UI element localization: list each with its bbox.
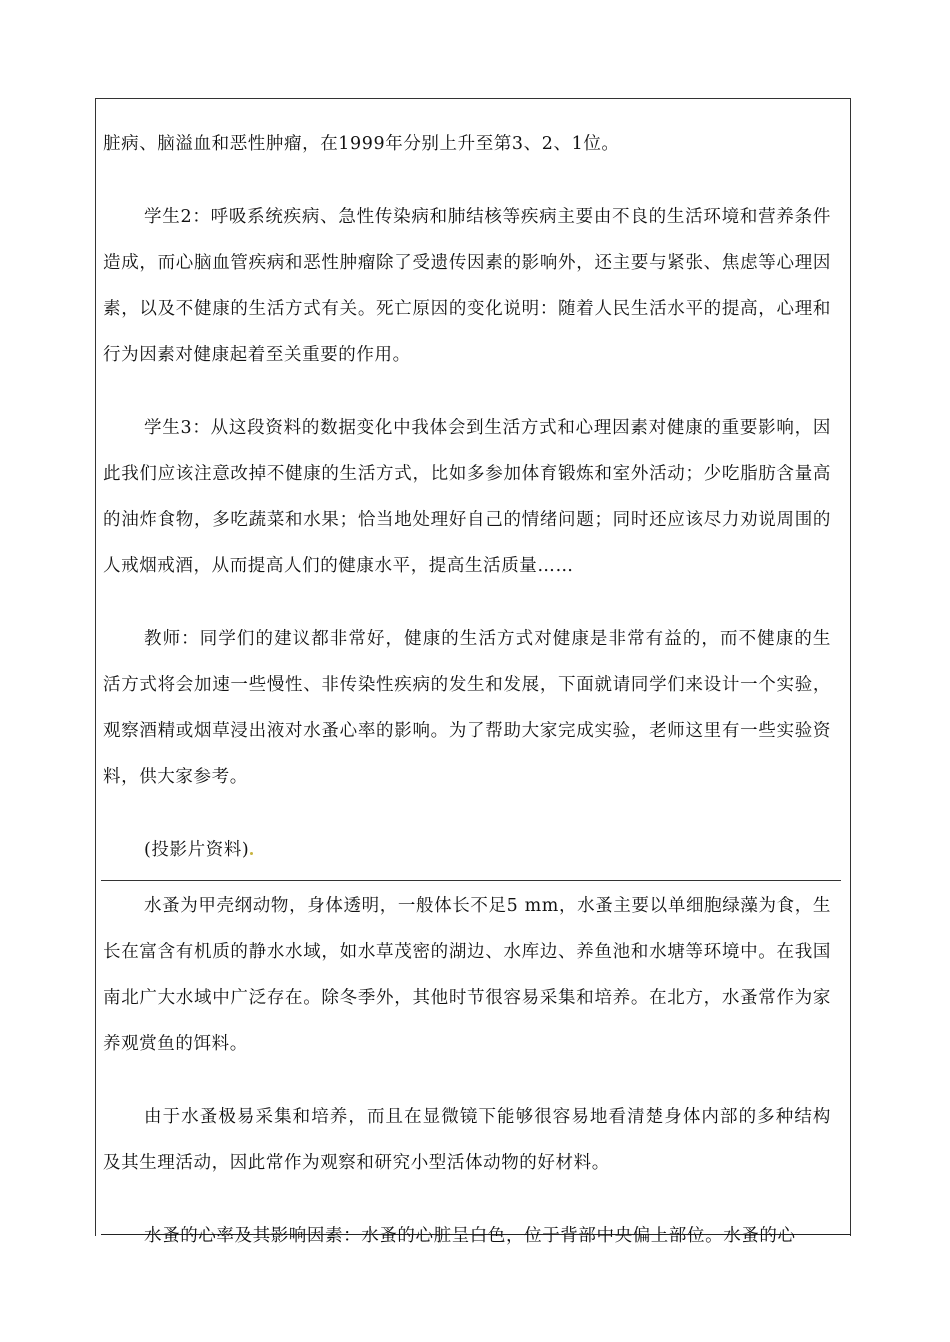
slide-note bbox=[103, 827, 831, 873]
continued-paragraph: 脏病、脑溢血和恶性肿瘤，在1999年分别上升至第3、2、1位。 bbox=[103, 134, 620, 154]
student-3-paragraph: 学生3：从这段资料的数据变化中我体会到生活方式和心理因素对健康的重要影响，因此我们应该注意改掉不健康的生活方式，比如多参加体育锻炼和室外活动；少吃脂肪含量高的油炸食物，多吃蔬菜和水果；恰当地处理好自己的情绪问题；同时还应该尽力劝说周围的人戒烟戒酒，从而提高人们的健康水平，提高生活质量…… bbox=[103, 418, 831, 576]
daphnia-heart-paragraph: 水蚤的心率及其影响因素：水蚤的心脏呈白色，位于背部中央偏上部位。水蚤的心 bbox=[144, 1226, 796, 1246]
upper-section bbox=[103, 121, 831, 873]
marker-dot-icon bbox=[250, 852, 253, 855]
daphnia-intro-paragraph: 水蚤为甲壳纲动物，身体透明，一般体长不足5 mm，水蚤主要以单细胞绿藻为食，生长在富含有机质的静水水域，如水草茂密的湖边、水库边、养鱼池和水塘等环境中。在我国南北广大水域中广泛存在。除冬季外，其他时节很容易采集和培养。在北方，水蚤常作为家养观赏鱼的饵料。 bbox=[103, 896, 831, 1054]
lower-section bbox=[103, 883, 831, 1259]
teacher-paragraph: 教师：同学们的建议都非常好，健康的生活方式对健康是非常有益的，而不健康的生活方式将会加速一些慢性、非传染性疾病的发生和发展，下面就请同学们来设计一个实验，观察酒精或烟草浸出液对水蚤心率的影响。为了帮助大家完成实验，老师这里有一些实验资料，供大家参考。 bbox=[103, 629, 831, 787]
student-2-paragraph: 学生2：呼吸系统疾病、急性传染病和肺结核等疾病主要由不良的生活环境和营养条件造成，而心脑血管疾病和恶性肿瘤除了受遗传因素的影响外，还主要与紧张、焦虑等心理因素，以及不健康的生活方式有关。死亡原因的变化说明：随着人民生活水平的提高，心理和行为因素对健康起着至关重要的作用。 bbox=[103, 207, 831, 365]
daphnia-material-paragraph: 由于水蚤极易采集和培养，而且在显微镜下能够很容易地看清楚身体内部的多种结构及其生理活动，因此常作为观察和研究小型活体动物的好材料。 bbox=[103, 1107, 831, 1173]
section-divider bbox=[101, 880, 841, 881]
slide-note-text: (投影片资料) bbox=[144, 840, 250, 860]
